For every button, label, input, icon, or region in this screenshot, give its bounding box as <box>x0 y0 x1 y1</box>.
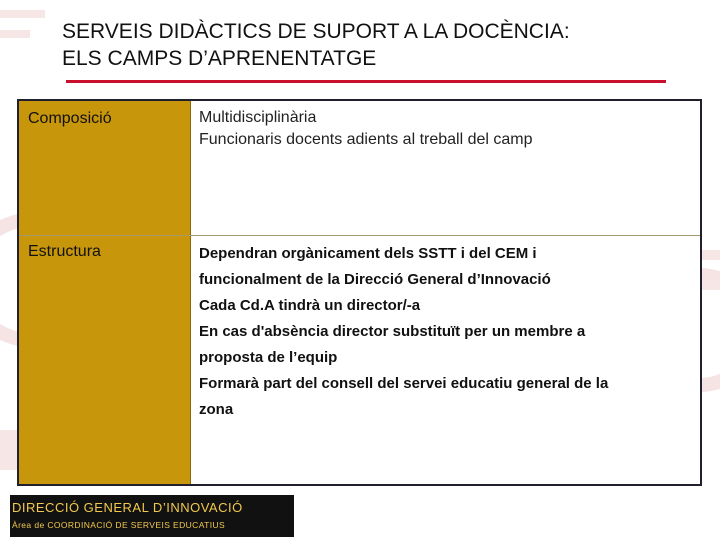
label-column <box>19 101 191 484</box>
footer-org-name: DIRECCIÓ GENERAL D’INNOVACIÓ <box>12 500 243 515</box>
footer-logo-banner <box>10 495 294 537</box>
content-line: Dependran orgànicament dels SSTT i del CEM i <box>199 245 537 262</box>
content-line: Formarà part del consell del servei educatiu general de la <box>199 375 609 392</box>
content-line: proposta de l’equip <box>199 349 338 366</box>
row-label-composicio: Composició <box>28 110 112 127</box>
title-line-1: SERVEIS DIDÀCTICS DE SUPORT A LA DOCÈNCIA: <box>62 20 570 43</box>
row-divider <box>19 235 700 236</box>
info-table <box>17 99 702 486</box>
title-underline <box>66 80 666 83</box>
content-line: En cas d'absència director substituït per un membre a <box>199 323 586 340</box>
row-content-estructura <box>199 241 694 423</box>
page-title <box>62 18 682 72</box>
row-label-estructura: Estructura <box>28 243 101 260</box>
row-content-composicio <box>199 107 689 151</box>
title-line-2: ELS CAMPS D’APRENENTATGE <box>62 47 377 70</box>
content-line: funcionalment de la Direcció General d’Innovació <box>199 271 551 288</box>
content-line: Multidisciplinària <box>199 109 317 126</box>
content-line: zona <box>199 401 234 418</box>
content-line: Funcionaris docents adients al treball del camp <box>199 131 533 148</box>
content-line: Cada Cd.A tindrà un director/-a <box>199 297 421 314</box>
footer-area-name: Àrea de COORDINACIÓ DE SERVEIS EDUCATIUS <box>12 520 226 530</box>
